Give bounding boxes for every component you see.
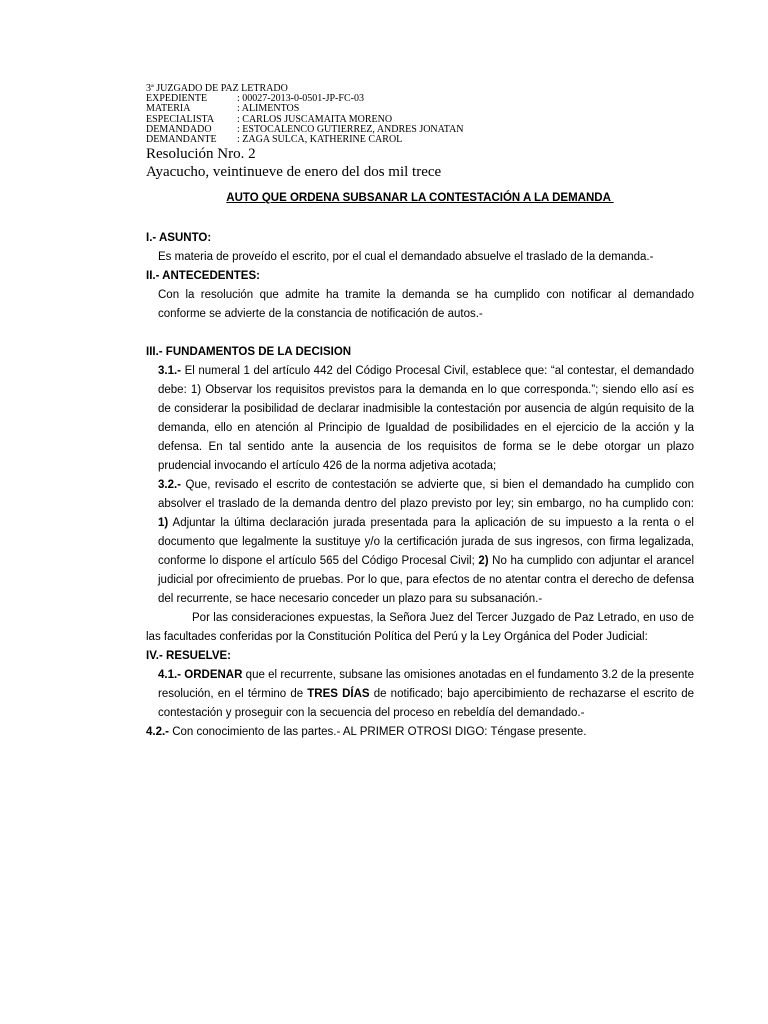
paragraph-text: Que, revisado el escrito de contestación se advierte que, si bien el demandado ha cumplido con absolver el traslado de la demanda dentro del plazo previsto por ley; sin embargo, no ha cumplido con: bbox=[158, 479, 694, 510]
document-body bbox=[146, 229, 694, 742]
fundamento-3-2 bbox=[146, 476, 694, 609]
field-value: : ZAGA SULCA, KATHERINE CAROL bbox=[237, 134, 403, 146]
field-label: DEMANDADO bbox=[146, 123, 212, 135]
asunto-text: Es materia de proveído el escrito, por el cual el demandado absuelve el traslado de la demanda.- bbox=[158, 251, 654, 263]
paragraph-number: 4.1.- bbox=[158, 669, 182, 681]
field-label: MATERIA bbox=[146, 103, 191, 115]
order-verb: ORDENAR bbox=[181, 669, 243, 681]
field-label: EXPEDIENTE bbox=[146, 93, 208, 105]
paragraph-text: El numeral 1 del artículo 442 del Código Procesal Civil, establece que: “al contestar, el demandado debe: 1) Observar los requisitos previstos para la demanda en lo que corresponda.”; siendo ello así es de considerar la posibilidad de declarar inadmisible la contestación por ausencia de algún requisito de la demanda, ello en atención al Principio de Igualdad de posibilidades en el ejercicio de la acción y la defensa. En tal sentido ante la ausencia de los requisitos de forma se le debe otorgar un plazo prudencial invocando el artículo 426 de la norma adjetiva acotada; bbox=[158, 365, 694, 472]
paragraph-text: Con conocimiento de las partes.- AL PRIMER OTROSI DIGO: Téngase presente. bbox=[169, 726, 587, 738]
resuelve-4-2 bbox=[146, 723, 694, 742]
paragraph-number: 3.1.- bbox=[158, 365, 182, 377]
case-header bbox=[146, 84, 464, 145]
paragraph-number: 3.2.- bbox=[158, 479, 182, 491]
field-label: ESPECIALISTA bbox=[146, 113, 215, 125]
field-value: : 00027-2013-0-0501-JP-FC-03 bbox=[237, 93, 364, 105]
item-number: 2) bbox=[478, 555, 489, 567]
resuelve-4-1 bbox=[146, 666, 694, 723]
section-heading-resuelve: IV.- RESUELVE: bbox=[146, 650, 231, 662]
case-field-expediente bbox=[146, 94, 464, 104]
field-value: : ESTOCALENCO GUTIERREZ, ANDRES JONATAN bbox=[237, 123, 464, 135]
term-emphasis: TRES DÍAS bbox=[307, 688, 370, 700]
resolution-block bbox=[146, 145, 441, 181]
field-value: : CARLOS JUSCAMAITA MORENO bbox=[237, 113, 393, 125]
paragraph-text: Adjuntar la última declaración jurada presentada para la aplicación de su impuesto a la renta o el documento que legalmente la sustituye y/o la certificación jurada de sus ingresos, con firma legalizada, conforme lo dispone el artículo 565 del Código Procesal Civil; bbox=[158, 517, 694, 567]
paragraph-number: 4.2.- bbox=[146, 726, 170, 738]
item-number: 1) bbox=[158, 517, 169, 529]
resolution-place-date: Ayacucho, veintinueve de enero del dos mil trece bbox=[146, 164, 442, 180]
fundamentos-closing: Por las consideraciones expuestas, la Señora Juez del Tercer Juzgado de Paz Letrado, en uso de las facultades conferidas por la Constitución Política del Perú y la Ley Orgánica del Poder Judicial: bbox=[146, 612, 694, 643]
section-heading-antecedentes: II.- ANTECEDENTES: bbox=[146, 270, 260, 282]
section-heading-asunto: I.- ASUNTO: bbox=[146, 232, 212, 244]
court-name: 3ª JUZGADO DE PAZ LETRADO bbox=[146, 83, 288, 94]
paragraph-text: No ha cumplido con adjuntar el arancel judicial por ofrecimiento de pruebas. Por lo que, para efectos de no atentar contra el derecho de defensa del recurrente, se hace necesario conceder un plazo para su subsanación.- bbox=[158, 555, 694, 605]
case-field-demandante bbox=[146, 135, 464, 145]
paragraph-text: que el recurrente, subsane las omisiones anotadas en el fundamento 3.2 de la presente resolución, en el término de bbox=[158, 669, 694, 700]
antecedentes-text: Con la resolución que admite ha tramite la demanda se ha cumplido con notificar al demandado conforme se advierte de la constancia de notificación de autos.- bbox=[158, 289, 694, 320]
paragraph-text: de notificado; bajo apercibimiento de rechazarse el escrito de contestación y proseguir con la secuencia del proceso en rebeldía del demandado.- bbox=[158, 688, 695, 719]
field-label: DEMANDANTE bbox=[146, 134, 217, 146]
spacer bbox=[146, 324, 694, 343]
field-value: : ALIMENTOS bbox=[237, 103, 300, 115]
section-heading-fundamentos: III.- FUNDAMENTOS DE LA DECISION bbox=[146, 346, 352, 358]
resolution-number: Resolución Nro. 2 bbox=[146, 146, 256, 162]
fundamento-3-1 bbox=[146, 362, 694, 476]
document-title: AUTO QUE ORDENA SUBSANAR LA CONTESTACIÓN A LA DEMANDA bbox=[226, 192, 614, 204]
